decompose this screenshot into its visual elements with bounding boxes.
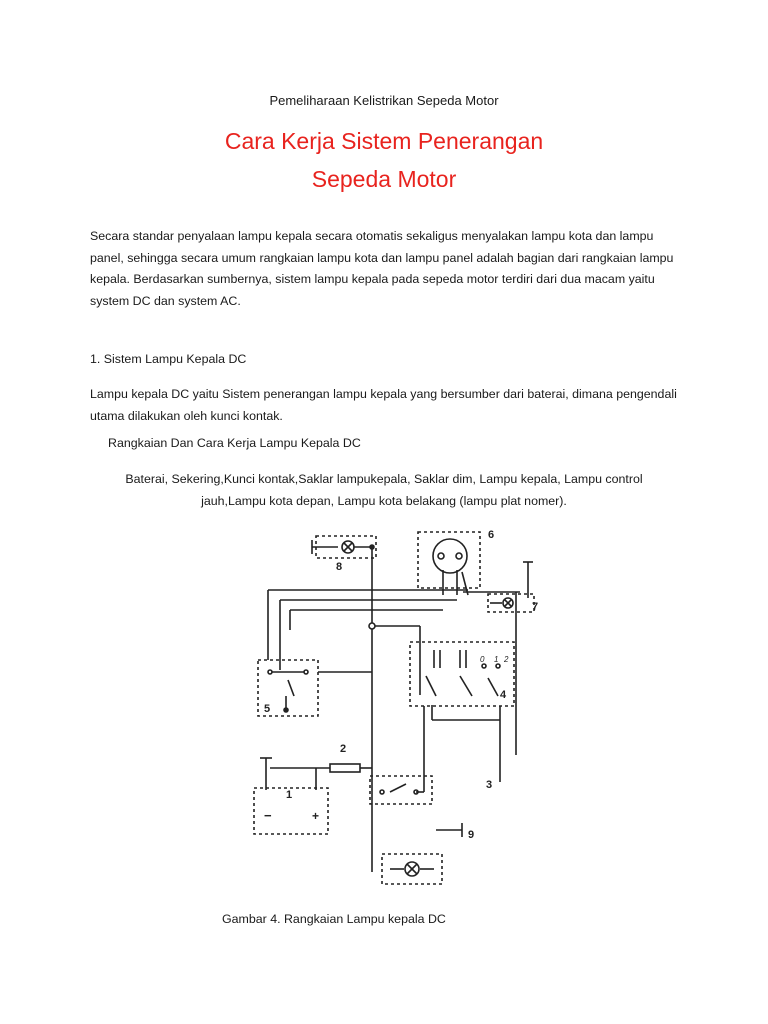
label-8: 8 <box>336 561 343 573</box>
label-7: 7 <box>532 601 539 613</box>
section-heading: 1. Sistem Lampu Kepala DC <box>90 352 247 366</box>
switch-pos-1: 1 <box>494 655 499 664</box>
label-6: 6 <box>488 529 495 541</box>
label-3: 3 <box>486 779 493 791</box>
title-line-1: Cara Kerja Sistem Penerangan <box>224 128 544 154</box>
document-header: Pemeliharaan Kelistrikan Sepeda Motor <box>269 93 499 108</box>
section-paragraph: Lampu kepala DC yaitu Sistem penerangan lampu kepala yang bersumber dari baterai, dimana pengendali utama dilakukan oleh kunci kontak. <box>90 387 677 423</box>
switch-pos-2: 2 <box>504 655 509 664</box>
title-line-2: Sepeda Motor <box>311 166 457 192</box>
switch-4-box <box>410 642 514 706</box>
components-list: Baterai, Sekering,Kunci kontak,Saklar lampukepala, Saklar dim, Lampu kepala, Lampu control jauh,Lampu kota depan, Lampu kota belakang (lampu plat nomer). <box>125 472 643 508</box>
label-minus: − <box>264 808 272 823</box>
figure-caption: Gambar 4. Rangkaian Lampu kepala DC <box>222 912 446 926</box>
subheading: Rangkaian Dan Cara Kerja Lampu Kepala DC <box>108 436 361 450</box>
headlamp-6-box <box>418 532 480 588</box>
label-4: 4 <box>500 689 507 701</box>
label-9: 9 <box>468 829 475 841</box>
wiring-diagram <box>220 520 560 920</box>
fuse-2 <box>330 764 360 772</box>
page-title <box>0 122 768 198</box>
key-switch-3-box <box>370 776 432 804</box>
label-1: 1 <box>286 789 293 801</box>
label-2: 2 <box>340 743 347 755</box>
label-plus: + <box>312 809 320 823</box>
switch-pos-0: 0 <box>480 655 485 664</box>
label-5: 5 <box>264 703 271 715</box>
intro-paragraph: Secara standar penyalaan lampu kepala secara otomatis sekaligus menyalakan lampu kota dan lampu panel, sehingga secara umum rangkaian lampu kota dan lampu panel adalah bagian dari rangkaian lampu kepala. Berdasarkan sumbernya, sistem lampu kepala pada sepeda motor terdiri dari dua macam yaitu system DC dan system AC. <box>90 229 674 308</box>
